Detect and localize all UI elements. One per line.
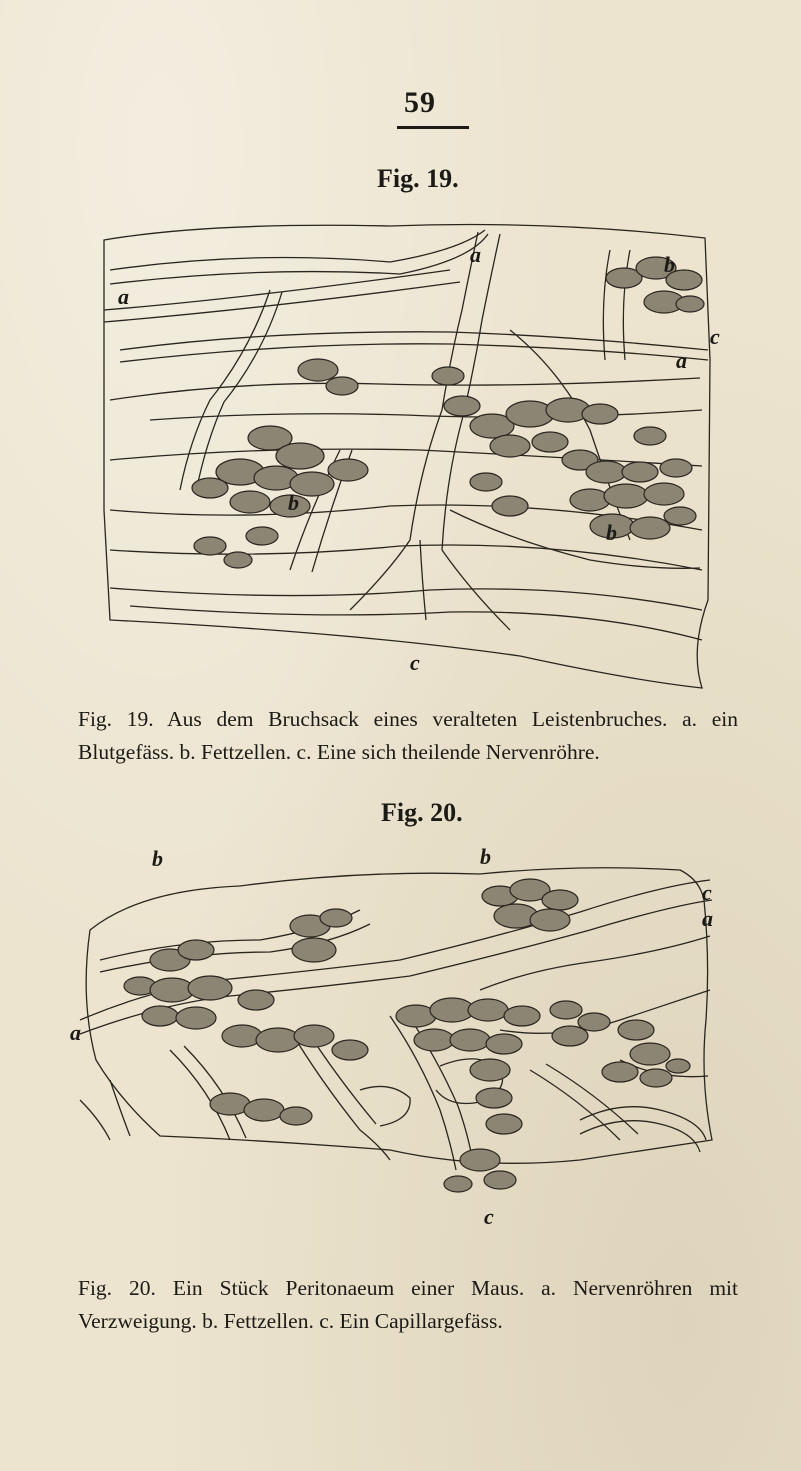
figure-19-caption-line-2: Blutgefäss. b. Fettzellen. c. Eine sich theilende Nervenröhre. — [78, 740, 600, 764]
figure-20-label-b2: b — [480, 844, 491, 869]
figure-20-label-b1: b — [152, 846, 163, 871]
page-number-rule — [397, 126, 469, 129]
figure-20-label-a2: a — [70, 1020, 81, 1045]
figure-20-caption-line-2: Verzweigung. b. Fettzellen. c. Ein Capillargefäss. — [78, 1309, 503, 1333]
figure-20-caption-line-1: Fig. 20. Ein Stück Peritonaeum einer Maus. a. Nervenröhren mit — [78, 1276, 738, 1300]
figure-19-label-b2: b — [288, 490, 299, 515]
figure-19-caption — [78, 703, 738, 769]
figure-19-heading: Fig. 19. — [377, 164, 459, 193]
figure-19-label-a3: a — [676, 348, 687, 373]
figure-19-label-c2: c — [410, 650, 420, 675]
figure-19-label-a2: a — [118, 284, 129, 309]
figure-19-caption-line-1: Fig. 19. Aus dem Bruchsack eines veralteten Leistenbruches. a. ein — [78, 707, 738, 731]
figure-19-label-a1: a — [470, 242, 481, 267]
figure-20-label-c1: c — [702, 880, 712, 905]
page-number: 59 — [404, 86, 436, 119]
figure-19-label-c1: c — [710, 324, 720, 349]
figure-19-label-b3: b — [606, 520, 617, 545]
figure-19-label-b1: b — [664, 252, 675, 277]
figure-20-heading: Fig. 20. — [381, 798, 463, 827]
figure-19-illustration — [90, 210, 730, 700]
figure-20-label-c2: c — [484, 1204, 494, 1229]
figure-20-caption — [78, 1272, 738, 1338]
figure-20-illustration — [60, 840, 740, 1230]
figure-20-label-a1: a — [702, 906, 713, 931]
